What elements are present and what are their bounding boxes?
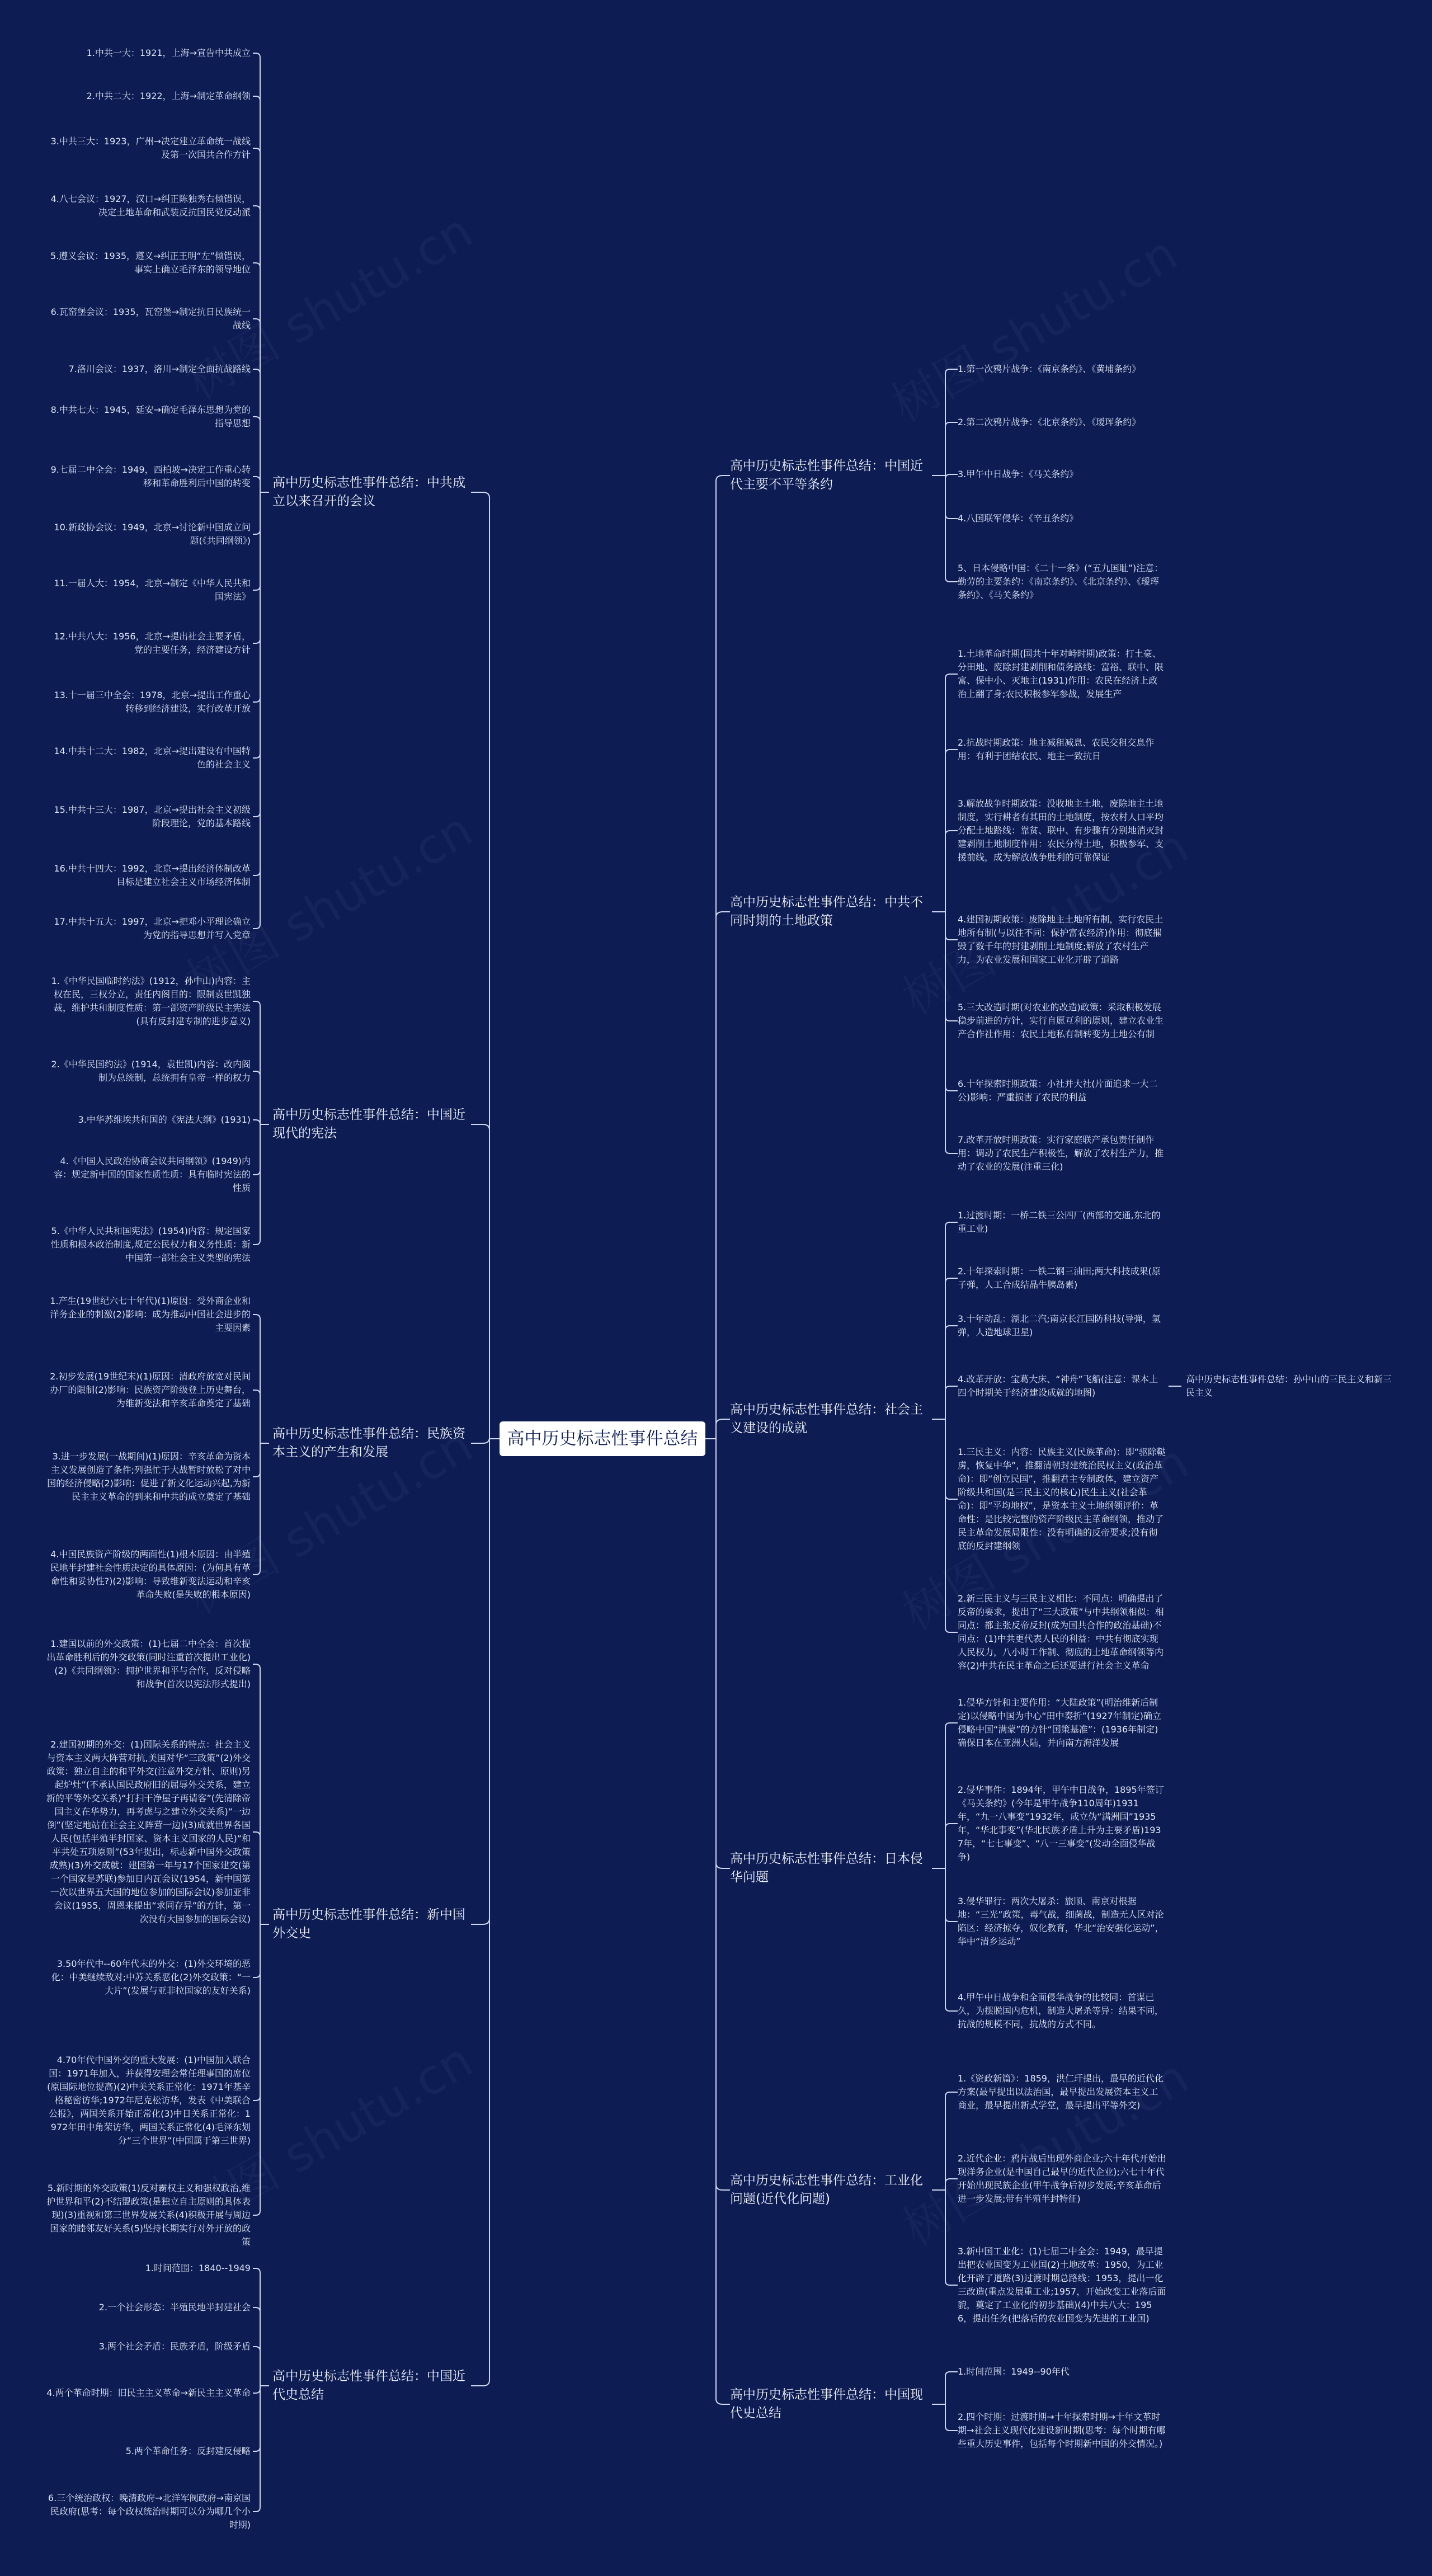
connector-curve: [945, 1824, 958, 1828]
branch-leaf[interactable]: 6.十年探索时期政策：小社并大社(片面追求一大二公)影响：严重损害了农民的利益: [958, 1079, 1158, 1103]
connector-curve: [253, 477, 260, 481]
connector-curve: [945, 831, 958, 835]
connector-curve: [253, 2268, 260, 2273]
connector-curve: [253, 319, 260, 323]
connector-curve: [253, 754, 260, 758]
branch-title[interactable]: 高中历史标志性事件总结：新中国外交史: [272, 1908, 465, 1941]
connector-curve: [471, 1124, 489, 1130]
connector-curve: [945, 1917, 958, 1922]
connector-curve: [253, 148, 260, 153]
branch-leaf[interactable]: 1.时间范围：1949--90年代: [958, 2366, 1070, 2377]
branch-leaf[interactable]: 3.50年代中--60年代末的外交：(1)外交环境的恶化：中美继续敌对;中苏关系恶化(2)外交政策：“一大片”(发展与亚非拉国家的友好关系): [51, 1958, 251, 1996]
connector-curve: [253, 1832, 260, 1836]
connector-curve: [253, 1973, 260, 1977]
branch-leaf[interactable]: 3.新中国工业化：(1)七届二中全会：1949，最早提出把农业国变为工业国(2)土地改革：1950，为工业化开辟了道路(3)过渡时期总路线：1953，提出一化三改造(重点发展重工业;1957，开始改变工业落后面貌，奠定了工业化的初步基础)(4)中共八大：1956，提出任务(把落后的农业国变为先进的工业国): [958, 2246, 1166, 2324]
branch-leaf[interactable]: 1.土地革命时期(国共十年对峙时期)政策：打土豪、分田地、废除封建剥削和债务路线：富裕、联中、限富、保中小、灭地主(1931)作用：农民在经济上政治上翻了身;农民积极参军参战，发展生产: [958, 648, 1164, 699]
branch-leaf[interactable]: 1.时间范围：1840--1949: [145, 2263, 251, 2273]
branch-leaf[interactable]: 2.四个时期：过渡时期→十年探索时期→十年文革时期→社会主义现代化建设新时期(思考：每个时期有哪些重大历史事件，包括每个时期新中国的外交情况。): [958, 2412, 1166, 2449]
branch-leaf[interactable]: 1.建国以前的外交政策：(1)七届二中全会：首次提出革命胜利后的外交政策(同时注重首次提出工业化)(2)《共同纲领》：拥护世界和平与合作，反对侵略和战争(首次以宪法形式提出): [46, 1638, 251, 1689]
branch-leaf[interactable]: 4.八七会议：1927，汉口→纠正陈独秀右倾错误，决定土地革命和武装反抗国民党反动派: [50, 194, 251, 218]
connector-curve: [945, 935, 958, 940]
connector-curve: [253, 2447, 260, 2451]
branch-leaf[interactable]: 4.两个革命时期：旧民主主义革命→新民主主义革命: [46, 2387, 251, 2398]
connector-curve: [253, 1664, 260, 1669]
connector-curve: [253, 1390, 260, 1395]
connector-curve: [253, 639, 260, 643]
connector-curve: [253, 263, 260, 267]
branch-leaf[interactable]: 2.《中华民国约法》(1914，袁世凯)内容：改内阁制为总统制，总统拥有皇帝一样的权力: [51, 1059, 251, 1083]
branch-title[interactable]: 高中历史标志性事件总结：中国近代主要不平等条约: [730, 459, 923, 492]
connector-curve: [945, 1278, 958, 1283]
branch-leaf[interactable]: 5.三大改造时期(对农业的改造)政策：采取积极发展稳步前进的方针，实行自愿互利的原则，建立农业生产合作社作用：农民土地私有制转变为土地公有制: [958, 1002, 1164, 1039]
branch-leaf[interactable]: 1.侵华方针和主要作用：“大陆政策”(明治维新后制定)以侵略中国为中心“田中奏折”(1927年制定)确立侵略中国“满蒙”的方针“国策基准”：(1936年制定)确保日本在亚洲大陆，并向南方海洋发展: [958, 1697, 1162, 1748]
branch-leaf[interactable]: 15.中共十三大：1987，北京→提出社会主义初级阶段理论，党的基本路线: [54, 804, 251, 828]
branch-leaf[interactable]: 1.第一次鸦片战争：《南京条约》、《黄埔条约》: [958, 364, 1141, 374]
branch-title[interactable]: 高中历史标志性事件总结：社会主义建设的成就: [730, 1402, 923, 1435]
connector-curve: [253, 369, 260, 374]
branch-leaf[interactable]: 11.一届人大：1954，北京→制定《中华人民共和国宪法》: [54, 578, 251, 602]
connector-curve: [253, 2307, 260, 2312]
connector-curve: [945, 1222, 958, 1227]
connector-curve: [945, 514, 958, 519]
connector-curve: [253, 2096, 260, 2101]
branch-leaf[interactable]: 2.一个社会形态：半殖民地半封建社会: [98, 2302, 251, 2313]
branch-leaf[interactable]: 6.三个统治政权：晚清政府→北洋军阀政府→南京国民政府(思考：每个政权统治时期可以分为哪几个小时期): [48, 2493, 251, 2530]
branch-title[interactable]: 高中历史标志性事件总结：民族资本主义的产生和发展: [272, 1426, 465, 1459]
connector-curve: [945, 474, 958, 479]
connector-curve: [253, 1570, 260, 1575]
connector-curve: [716, 2184, 730, 2190]
connector-curve: [945, 2179, 958, 2183]
branch-leaf[interactable]: 16.中共十四大：1992，北京→提出经济体制改革目标是建立社会主义市场经济体制: [54, 863, 251, 887]
branch-leaf[interactable]: 8.中共七大：1945，延安→确定毛泽东思想为党的指导思想: [50, 404, 251, 428]
branch-leaf[interactable]: 5.新时期的外交政策(1)反对霸权主义和强权政治,维护世界和平(2)不结盟政策(是独立自主原则的具体表现)(3)重视和第三世界发展关系(4)积极开展与周边国家的睦邻友好关系(5)坚持长期实行对外开放的政策: [46, 2183, 251, 2247]
connector-curve: [945, 369, 958, 374]
branch-leaf[interactable]: 2.建国初期的外交：(1)国际关系的特点：社会主义与资本主义两大阵营对抗,美国对华“三政策”(2)外交政策：独立自主的和平外交(注意外交方针、原则)另起炉灶”(不承认国民政府旧的屈辱外交关系，建立新的平等外交关系)“打扫干净屋子再请客”(先清除帝国主义在华势力，再考虑与之建立外交关系)“一边倒”(坚定地站在社会主义阵营一边)(3)成就世界各国人民(包括半殖半封国家、资本主义国家的人民)“和平共处五项原则”(53年提出，标志新中国外交政策成熟)(3)外交成就：建国第一年与17个国家建交(第一个国家是苏联)参加日内瓦会议(1954，新中国第一次以世界五大国的地位参加的国际会议)参加亚非会议(1955，周恩来提出“求同存异”的方针，第一次没有大国参加的国际会议): [46, 1739, 251, 1924]
connector-curve: [945, 422, 958, 427]
connector-curve: [253, 698, 260, 702]
branch-leaf[interactable]: 12.中共八大：1956，北京→提出社会主要矛盾，党的主要任务，经济建设方针: [54, 631, 251, 655]
branch-leaf[interactable]: 2.侵华事件：1894年，甲午中日战争，1895年签订《马关条约》(今年是甲午战争110周年)1931年，“九一八事变”1932年，成立伪“满洲国”1935年，“华北事变”(华北民族矛盾上升为主要矛盾)1937年，“七七事变”、“八一三事变”(发动全面侵华战争): [958, 1784, 1164, 1862]
branch-title[interactable]: 高中历史标志性事件总结：中国现代史总结: [730, 2387, 923, 2420]
connector-curve: [945, 674, 958, 679]
branch-leaf[interactable]: 1.产生(19世纪六七十年代)(1)原因：受外商企业和洋务企业的刺激(2)影响：成为推动中国社会进步的主要因素: [50, 1296, 251, 1333]
branch-leaf[interactable]: 3.两个社会矛盾：民族矛盾，阶级矛盾: [98, 2341, 251, 2352]
connector-curve: [945, 2426, 958, 2431]
connector-curve: [253, 1315, 260, 1319]
branch-leaf[interactable]: 2.新三民主义与三民主义相比：不同点：明确提出了反帝的要求，提出了“三大政策”与中共纲领相似：相同点：都主张反帝反封(成为国共合作的政治基础)不同点：(1)中共更代表人民的利益：中共有彻底实现人民权力，八小时工作制、彻底的土地革命纲领等内容(2)中共在民主革命之后还要进行社会主义革命: [958, 1593, 1164, 1671]
branch-leaf[interactable]: 4.甲午中日战争和全面侵华战争的比较同：首谋已久，为摆脱国内危机，制造大屠杀等异：结果不同，抗战的规模不同，抗战的方式不同。: [958, 1992, 1164, 2029]
branch-leaf[interactable]: 3.甲午中日战争：《马关条约》: [958, 469, 1078, 479]
branch-leaf[interactable]: 3.侵华罪行：两次大屠杀：旅顺、南京对根据地：“三光”政策，毒气战，细菌战，制造无人区对沦陷区：经济掠夺，奴化教育，华北“治安强化运动”，华中“清乡运动”: [958, 1896, 1164, 1947]
branch-leaf[interactable]: 3.十年动乱：湖北二汽;南京长江国防科技(导弹，氢弹，人造地球卫星): [958, 1313, 1161, 1338]
connector-curve: [945, 1495, 958, 1499]
connector-curve: [945, 1628, 958, 1632]
branch-leaf[interactable]: 3.解放战争时期政策：没收地主土地，废除地主土地制度，实行耕者有其田的土地制度，按农村人口平均分配土地路线：靠贫、联中、有步骤有分别地消灭封建剥削土地制度作用：农民分得土地，积极参军、支援前线，成为解放战争胜利的可靠保证: [958, 798, 1164, 863]
connector-curve: [471, 492, 489, 498]
branch-leaf[interactable]: 4.中国民族资产阶级的两面性(1)根本原因：由半殖民地半封建社会性质决定的具体原因：(为何具有革命性和妥协性?)(2)影响：导致维新变法运动和辛亥革命失败(是失败的根本原因): [50, 1549, 251, 1600]
branch-leaf[interactable]: 4.改革开放：宝葛大床、“神舟”飞船(注意：课本上四个时期关于经济建设成就的地图): [958, 1374, 1158, 1398]
connector-curve: [945, 2372, 958, 2376]
branch-leaf[interactable]: 3.中华苏维埃共和国的《宪法大纲》(1931): [78, 1114, 251, 1125]
connector-curve: [253, 1001, 260, 1006]
connector-curve: [253, 96, 260, 101]
connector-curve: [945, 1386, 958, 1391]
branch-leaf[interactable]: 1.过渡时期：一桥二铁三公四厂(西部的交通,东北的重工业): [958, 1210, 1161, 1234]
branch-leaf[interactable]: 5.两个革命任务：反封建反侵略: [125, 2446, 251, 2456]
connector-curve: [716, 912, 730, 917]
branch-leaf[interactable]: 5.遵义会议：1935，遵义→纠正王明“左”倾错误，事实上确立毛泽东的领导地位: [50, 251, 251, 275]
branch-leaf[interactable]: 2.近代企业：鸦片战后出现外商企业;六十年代开始出现洋务企业(是中国自己最早的近代企业);六七十年代开始出现民族企业(甲午战争后初步发展;辛亥革命后进一步发展;带有半殖半封特征): [958, 2153, 1166, 2204]
connector-curve: [945, 1723, 958, 1727]
branch-leaf[interactable]: 4.《中国人民政治协商会议共同纲领》(1949)内容：规定新中国的国家性质性质：具有临时宪法的性质: [53, 1156, 251, 1193]
branch-leaf[interactable]: 2.初步发展(19世纪末)(1)原因：清政府放宽对民间办厂的限制(2)影响：民族资产阶级登上历史舞台，为维新变法和辛亥革命奠定了基础: [50, 1371, 251, 1409]
connector-curve: [471, 1919, 489, 1924]
connector-curve: [945, 750, 958, 754]
branch-leaf[interactable]: 4.八国联军侵华：《辛丑条约》: [958, 513, 1078, 524]
connector-curve: [253, 1120, 260, 1124]
connector-curve: [945, 2092, 958, 2097]
branch-leaf[interactable]: 5、日本侵略中国：《二十一条》(“五九国耻”)注意：勤劳的主要条约：《南京条约》、《北京条约》、《瑷珲条约》、《马关条约》: [958, 563, 1164, 600]
side-branch-node[interactable]: 高中历史标志性事件总结：孙中山的三民主义和新三民主义: [1186, 1374, 1392, 1398]
branch-leaf[interactable]: 4.70年代中国外交的重大发展：(1)中国加入联合国：1971年加入，并获得安理会常任理事国的席位(原国际地位提高)(2)中美关系正常化：1971年基辛格秘密访华;1972年尼克松访华，发表《中美联合公报》，两国关系开始正常化(3)中日关系正常化：1972年田中角荣访华，两国关系正常化(4)毛泽东划分“三个世界”(中国属于第三世界): [47, 2055, 251, 2146]
branch-leaf[interactable]: 7.改革开放时期政策：实行家庭联产承包责任制作用：调动了农民生产积极性，解放了农村生产力，推动了农业的发展(注重三化): [958, 1134, 1164, 1172]
connector-curve: [253, 530, 260, 534]
connector-curve: [253, 1472, 260, 1477]
branch-leaf[interactable]: 2.抗战时期政策：地主减租减息、农民交租交息作用：有利于团结农民、地主一致抗日: [958, 737, 1155, 761]
connector-curve: [253, 2347, 260, 2351]
branch-title[interactable]: 高中历史标志性事件总结：中共不同时期的土地政策: [730, 895, 923, 928]
branch-title[interactable]: 高中历史标志性事件总结：中国近代史总结: [272, 2369, 465, 2402]
connector-curve: [253, 586, 260, 590]
branch-leaf[interactable]: 3.进一步发展(一战期间)(1)原因：辛亥革命为资本主义发展创造了条件;列强忙于大战暂时放松了对中国的经济侵略(2)影响：促进了新文化运动兴起,为新民主主义革命的到来和中共的成立奠定了基础: [47, 1451, 251, 1502]
root-node[interactable]: 高中历史标志性事件总结: [500, 1421, 705, 1456]
connector-curve: [945, 577, 958, 582]
connector-curve: [253, 53, 260, 58]
connector-curve: [253, 871, 260, 875]
branch-leaf[interactable]: 7.洛川会议：1937，洛川→制定全面抗战路线: [68, 364, 251, 374]
branch-leaf[interactable]: 2.第二次鸦片战争：《北京条约》、《瑷珲条约》: [958, 417, 1141, 427]
branch-leaf[interactable]: 1.中共一大：1921，上海→宣告中共成立: [86, 48, 251, 58]
connector-curve: [716, 1863, 730, 1868]
connector-curve: [945, 1326, 958, 1330]
connector-curve: [945, 1086, 958, 1091]
branch-leaf[interactable]: 1.《资政新篇》：1859，洪仁玕提出，最早的近代化方案(最早提出以法治国，最早提出发展资本主义工商业，最早提出新式学堂，最早提出平等外交): [958, 2073, 1164, 2111]
connector-curve: [471, 1438, 489, 1443]
connector-curve: [253, 206, 260, 210]
connector-curve: [253, 2389, 260, 2393]
branch-leaf[interactable]: 14.中共十二大：1982，北京→提出建设有中国特色的社会主义: [54, 746, 251, 770]
connector-curve: [253, 1071, 260, 1076]
connector-curve: [945, 1016, 958, 1021]
connector-curve: [253, 2507, 260, 2512]
branch-leaf[interactable]: 17.中共十五大：1997，北京→把邓小平理论确立为党的指导思想并写入党章: [54, 916, 251, 940]
branch-title[interactable]: 高中历史标志性事件总结：中国近现代的宪法: [272, 1108, 465, 1141]
branch-title[interactable]: 高中历史标志性事件总结：中共成立以来召开的会议: [272, 475, 465, 508]
branch-leaf[interactable]: 4.建国初期政策：废除地主土地所有制，实行农民土地所有制(与以往不同：保护富农经济)作用：彻底摧毁了数千年的封建剥削土地制度;解放了农村生产力，为农业发展和国家工业化开辟了道路: [958, 914, 1164, 965]
connector-curve: [471, 2380, 489, 2386]
connector-curve: [945, 1149, 958, 1153]
connector-curve: [253, 1240, 260, 1245]
connector-curve: [716, 475, 730, 481]
branch-title[interactable]: 高中历史标志性事件总结：工业化问题(近代化问题): [730, 2173, 923, 2206]
connector-curve: [253, 2211, 260, 2215]
branch-leaf[interactable]: 6.瓦窑堡会议：1935，瓦窑堡→制定抗日民族统一战线: [50, 307, 251, 331]
connector-curve: [253, 1170, 260, 1175]
connector-curve: [716, 2399, 730, 2404]
connector-curve: [253, 417, 260, 421]
branch-leaf[interactable]: 10.新政协会议：1949，北京→讨论新中国成立问题(《共同纲领》): [54, 522, 251, 546]
connector-curve: [253, 924, 260, 929]
branch-leaf[interactable]: 1.《中华民国临时约法》(1912，孙中山)内容：主权在民，三权分立，责任内阁目的：限制袁世凯独裁，维护共和制度性质：第一部资产阶级民主宪法(具有反封建专制的进步意义): [51, 976, 251, 1026]
branch-leaf[interactable]: 3.中共三大：1923，广州→决定建立革命统一战线及第一次国共合作方针: [50, 136, 251, 160]
branch-title[interactable]: 高中历史标志性事件总结：日本侵华问题: [730, 1852, 923, 1885]
connector-curve: [945, 2281, 958, 2285]
branch-leaf[interactable]: 5.《中华人民共和国宪法》(1954)内容：规定国家性质和根本政治制度,规定公民权力和义务性质：新中国第一部社会主义类型的宪法: [50, 1226, 251, 1263]
branch-leaf[interactable]: 1.三民主义：内容：民族主义(民族革命)：即“驱除鞑虏，恢复中华”，推翻清朝封建统治民权主义(政治革命)：即“创立民国”，推翻君主专制政体，建立资产阶级共和国(是三民主义的核心)民生主义(社会革命)：即“平均地权”，是资本主义土地纲领评价：革命性：是比较完整的资产阶级民主革命纲领，推动了民主革命发展局限性：没有明确的反帝要求;没有彻底的反封建纲领: [958, 1447, 1166, 1551]
connector-curve: [945, 2007, 958, 2011]
connector-curve: [716, 1419, 730, 1425]
branch-leaf[interactable]: 9.七届二中全会：1949，西柏坡→决定工作重心转移和革命胜利后中国的转变: [50, 464, 251, 488]
branch-leaf[interactable]: 2.中共二大：1922，上海→制定革命纲领: [86, 91, 251, 101]
branch-leaf[interactable]: 13.十一届三中全会：1978，北京→提出工作重心转移到经济建设，实行改革开放: [54, 690, 251, 714]
connector-curve: [253, 812, 260, 817]
branch-leaf[interactable]: 2.十年探索时期：一铁二钢三油田;两大科技成果(原子弹，人工合成结晶牛胰岛素): [958, 1266, 1161, 1290]
